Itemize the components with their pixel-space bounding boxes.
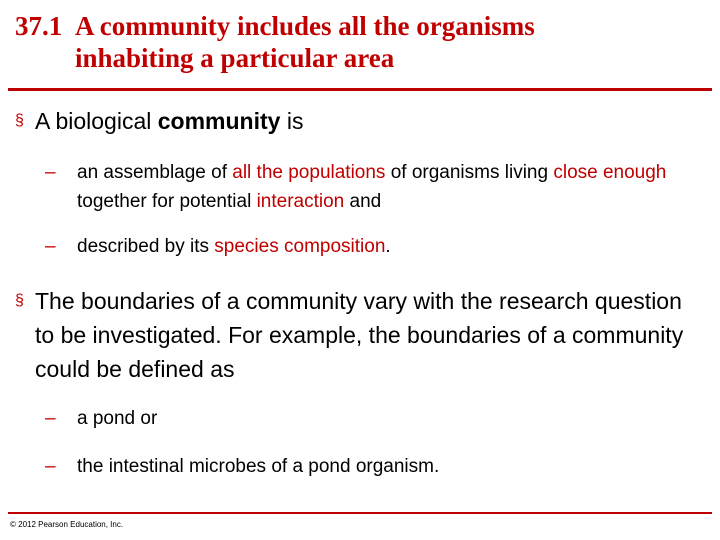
sub-bullet-text: [77, 158, 685, 216]
sub-bullet-pond: [45, 404, 685, 433]
highlight-term: close enough: [553, 162, 667, 183]
text-run: and: [344, 191, 382, 212]
sub-bullet-microbes: [45, 452, 685, 481]
copyright-footer: © 2012 Pearson Education, Inc.: [10, 520, 124, 529]
text-run: A biological: [35, 108, 158, 134]
text-run: is: [280, 108, 304, 134]
term-community: community: [157, 108, 281, 134]
dash-marker-icon: –: [45, 456, 56, 477]
sub-bullet-species: [45, 232, 685, 261]
dash-marker-icon: –: [45, 162, 56, 183]
highlight-term: interaction: [256, 191, 345, 212]
text-run: together for potential: [77, 191, 257, 212]
text-run: of organisms living: [385, 162, 554, 183]
text-run: an assemblage of: [77, 162, 233, 183]
bullet-community: [15, 104, 303, 138]
bullet-boundaries: [15, 284, 685, 386]
bullet-text: The boundaries of a community vary with the research question to be investigated. For example, the boundaries of a community could be defined as: [35, 288, 684, 382]
slide-title: [15, 10, 705, 74]
bullet-marker-icon: §: [15, 292, 24, 309]
section-number: 37.1: [15, 11, 63, 41]
dash-marker-icon: –: [45, 408, 56, 429]
sub-bullet-text: a pond or: [77, 408, 158, 429]
title-line-2: inhabiting a particular area: [75, 43, 395, 73]
dash-marker-icon: –: [45, 236, 56, 257]
sub-bullet-text: [77, 232, 685, 261]
text-run: .: [385, 236, 391, 257]
bullet-text: [35, 104, 303, 138]
bullet-marker-icon: §: [15, 112, 24, 129]
title-line-1: A community includes all the organisms: [75, 11, 535, 41]
title-divider: [8, 88, 712, 91]
highlight-term: all the populations: [232, 162, 386, 183]
text-run: described by its: [77, 236, 215, 257]
sub-bullet-text: the intestinal microbes of a pond organism.: [77, 456, 440, 477]
sub-bullet-assemblage: [45, 158, 685, 216]
highlight-term: species composition: [214, 236, 386, 257]
footer-divider: [8, 512, 712, 514]
